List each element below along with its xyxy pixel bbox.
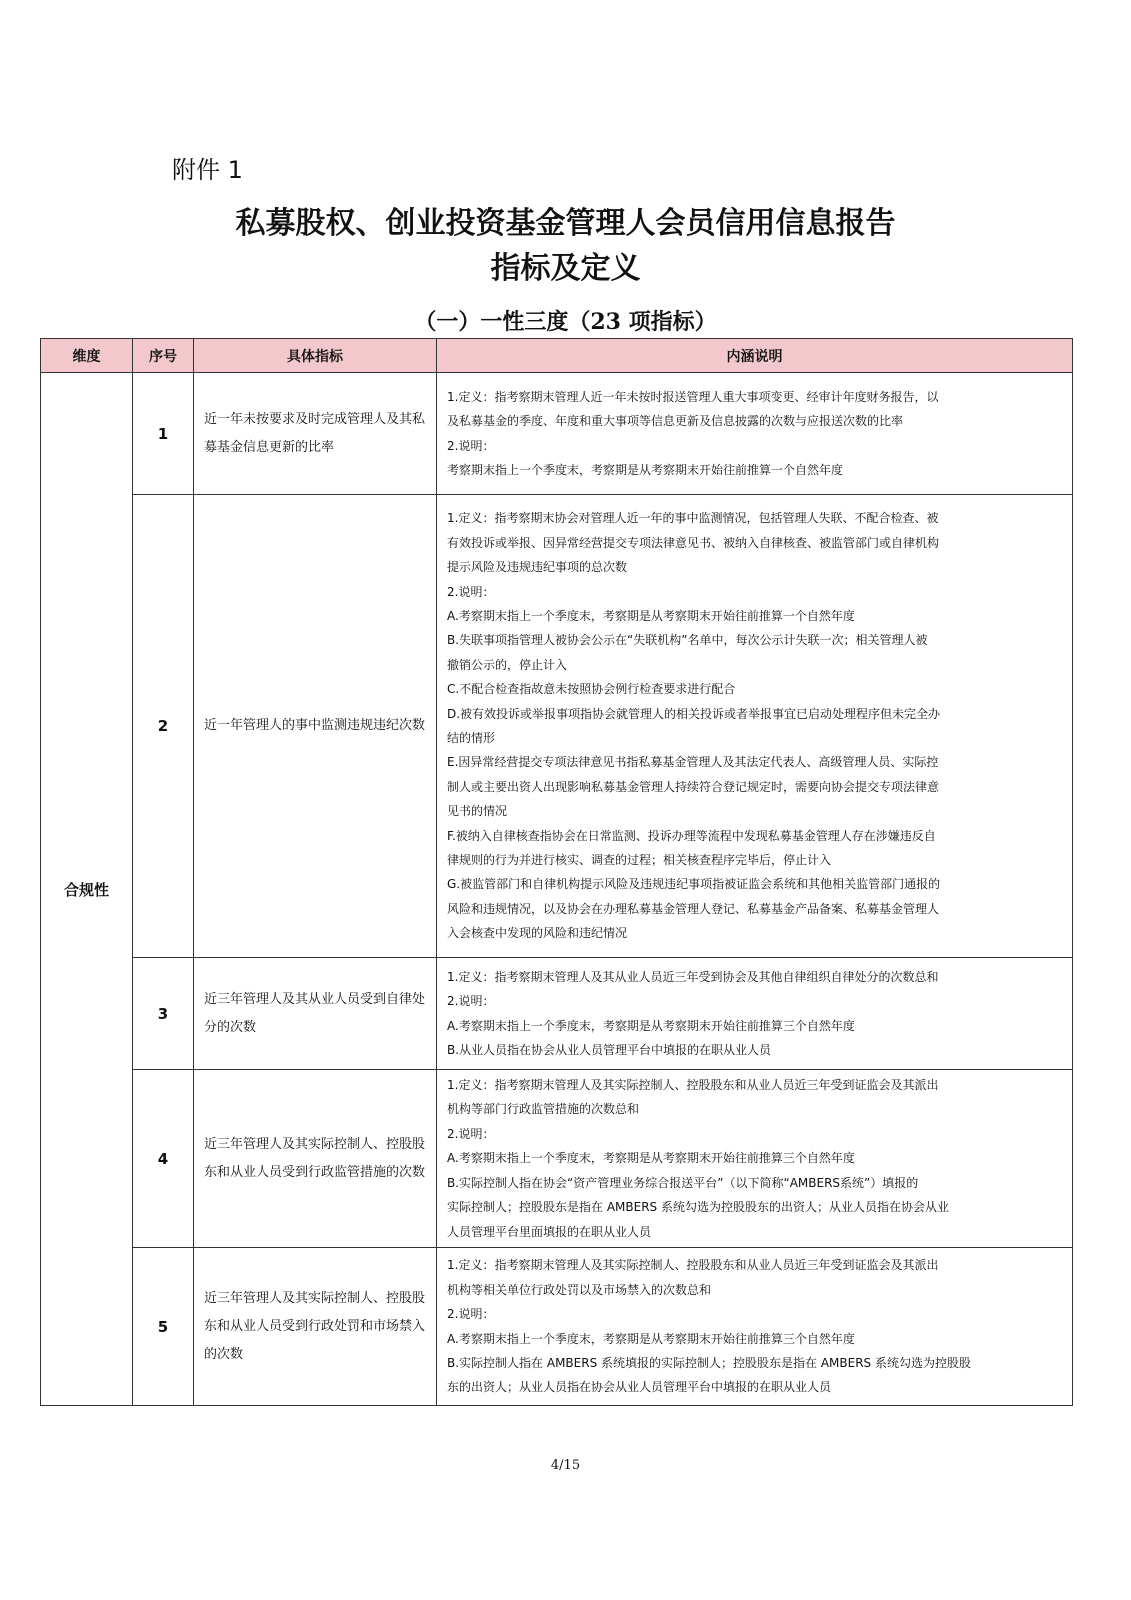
description-line: A.考察期末指上一个季度末，考察期是从考察期末开始往前推算一个自然年度 (447, 608, 855, 623)
description-line: A.考察期末指上一个季度末，考察期是从考察期末开始往前推算三个自然年度 (447, 1018, 855, 1033)
description-line: C.不配合检查指故意未按照协会例行检查要求进行配合 (447, 682, 736, 697)
dimension-cell: 合规性 (41, 373, 133, 1406)
row-number: 3 (133, 958, 194, 1070)
table-body (41, 373, 1073, 1406)
row-number: 2 (133, 495, 194, 958)
description-cell (437, 495, 1073, 958)
table-row (41, 958, 1073, 1070)
description-line: 2.说明： (447, 1126, 495, 1141)
description-line: 1.定义：指考察期末管理人近一年未按时报送管理人重大事项变更、经审计年度财务报告，以 (447, 389, 939, 404)
description-line: A.考察期末指上一个季度末，考察期是从考察期末开始往前推算三个自然年度 (447, 1331, 855, 1346)
description-line: 风险和违规情况，以及协会在办理私募基金管理人登记、私募基金产品备案、私募基金管理人 (447, 901, 940, 916)
description-line: 东的出资人；从业人员指在协会从业人员管理平台中填报的在职从业人员 (447, 1380, 832, 1395)
description-line: 考察期末指上一个季度末，考察期是从考察期末开始往前推算一个自然年度 (447, 462, 844, 477)
description-cell (437, 373, 1073, 495)
description-line: 1.定义：指考察期末管理人及其实际控制人、控股股东和从业人员近三年受到证监会及其派出 (447, 1258, 939, 1273)
description-line: 结的情形 (447, 731, 496, 745)
document-title-line1: 私募股权、创业投资基金管理人会员信用信息报告 (235, 206, 896, 241)
description-line: 2.说明： (447, 438, 495, 453)
description-line: 1.定义：指考察期末管理人及其实际控制人、控股股东和从业人员近三年受到证监会及其派出 (447, 1078, 939, 1093)
description-line: B.实际控制人指在协会“资产管理业务综合报送平台”（以下简称“AMBERS系统”）填报的 (447, 1175, 919, 1190)
indicator-table (40, 338, 1073, 1406)
row-number: 5 (133, 1248, 194, 1406)
column-header-indicator: 具体指标 (194, 339, 437, 373)
table-header-row (41, 339, 1073, 373)
indicator-name: 近三年管理人及其实际控制人、控股股东和从业人员受到行政监管措施的次数 (194, 1070, 437, 1248)
description-line: B.从业人员指在协会从业人员管理平台中填报的在职从业人员 (447, 1042, 772, 1057)
description-line: 1.定义：指考察期末协会对管理人近一年的事中监测情况，包括管理人失联、不配合检查、被 (447, 511, 939, 526)
description-line: A.考察期末指上一个季度末，考察期是从考察期末开始往前推算三个自然年度 (447, 1151, 855, 1166)
column-header-number: 序号 (133, 339, 194, 373)
page-number: 4/15 (550, 1458, 581, 1473)
document-title-line2: 指标及定义 (490, 251, 641, 286)
description-line: 机构等相关单位行政处罚以及市场禁入的次数总和 (447, 1282, 712, 1297)
column-header-dimension: 维度 (41, 339, 133, 373)
row-number: 1 (133, 373, 194, 495)
description-line: 2.说明： (447, 994, 495, 1009)
description-line: 及私募基金的季度、年度和重大事项等信息更新及信息披露的次数与应报送次数的比率 (447, 414, 904, 429)
description-line: F.被纳入自律核查指协会在日常监测、投诉办理等流程中发现私募基金管理人存在涉嫌违反自 (447, 828, 936, 843)
description-line: 机构等部门行政监管措施的次数总和 (447, 1102, 640, 1117)
description-line: 有效投诉或举报、因异常经营提交专项法律意见书、被纳入自律核查、被监管部门或自律机构 (447, 535, 940, 550)
description-cell (437, 1248, 1073, 1406)
description-line: 2.说明： (447, 1307, 495, 1322)
description-line: 2.说明： (447, 584, 495, 599)
indicator-name: 近一年管理人的事中监测违规违纪次数 (194, 495, 437, 958)
description-line: 律规则的行为并进行核实、调查的过程；相关核查程序完毕后，停止计入 (447, 853, 832, 868)
attachment-label: 附件 1 (172, 156, 243, 184)
section-title: （一）一性三度（23 项指标） (414, 309, 717, 335)
description-line: 入会核查中发现的风险和违纪情况 (447, 926, 628, 941)
description-cell (437, 1070, 1073, 1248)
row-number: 4 (133, 1070, 194, 1248)
description-line: D.被有效投诉或举报事项指协会就管理人的相关投诉或者举报事宜已启动处理程序但未完全办 (447, 706, 941, 721)
table-row (41, 1248, 1073, 1406)
description-line: B.实际控制人指在 AMBERS 系统填报的实际控制人；控股股东是指在 AMBERS 系统勾选为控股股 (447, 1355, 971, 1370)
description-cell (437, 958, 1073, 1070)
description-line: 撤销公示的，停止计入 (447, 657, 568, 672)
description-line: 制人或主要出资人出现影响私募基金管理人持续符合登记规定时，需要向协会提交专项法律意 (447, 779, 940, 794)
indicator-name: 近三年管理人及其实际控制人、控股股东和从业人员受到行政处罚和市场禁入的次数 (194, 1248, 437, 1406)
description-line: E.因异常经营提交专项法律意见书指私募基金管理人及其法定代表人、高级管理人员、实际控 (447, 755, 939, 770)
table-row (41, 495, 1073, 958)
description-line: B.失联事项指管理人被协会公示在“失联机构”名单中，每次公示计失联一次；相关管理人被 (447, 633, 928, 648)
indicator-name: 近三年管理人及其从业人员受到自律处分的次数 (194, 958, 437, 1070)
table-row (41, 1070, 1073, 1248)
description-line: 1.定义：指考察期末管理人及其从业人员近三年受到协会及其他自律组织自律处分的次数总和 (447, 969, 939, 984)
description-line: 人员管理平台里面填报的在职从业人员 (447, 1224, 652, 1239)
indicator-name: 近一年未按要求及时完成管理人及其私募基金信息更新的比率 (194, 373, 437, 495)
description-line: 提示风险及违规违纪事项的总次数 (447, 560, 628, 575)
description-line: G.被监管部门和自律机构提示风险及违规违纪事项指被证监会系统和其他相关监管部门通报的 (447, 877, 941, 892)
table-row (41, 373, 1073, 495)
column-header-description: 内涵说明 (437, 339, 1073, 373)
description-line: 实际控制人；控股股东是指在 AMBERS 系统勾选为控股股东的出资人；从业人员指在协会从业 (447, 1200, 949, 1215)
description-line: 见书的情况 (447, 804, 508, 819)
